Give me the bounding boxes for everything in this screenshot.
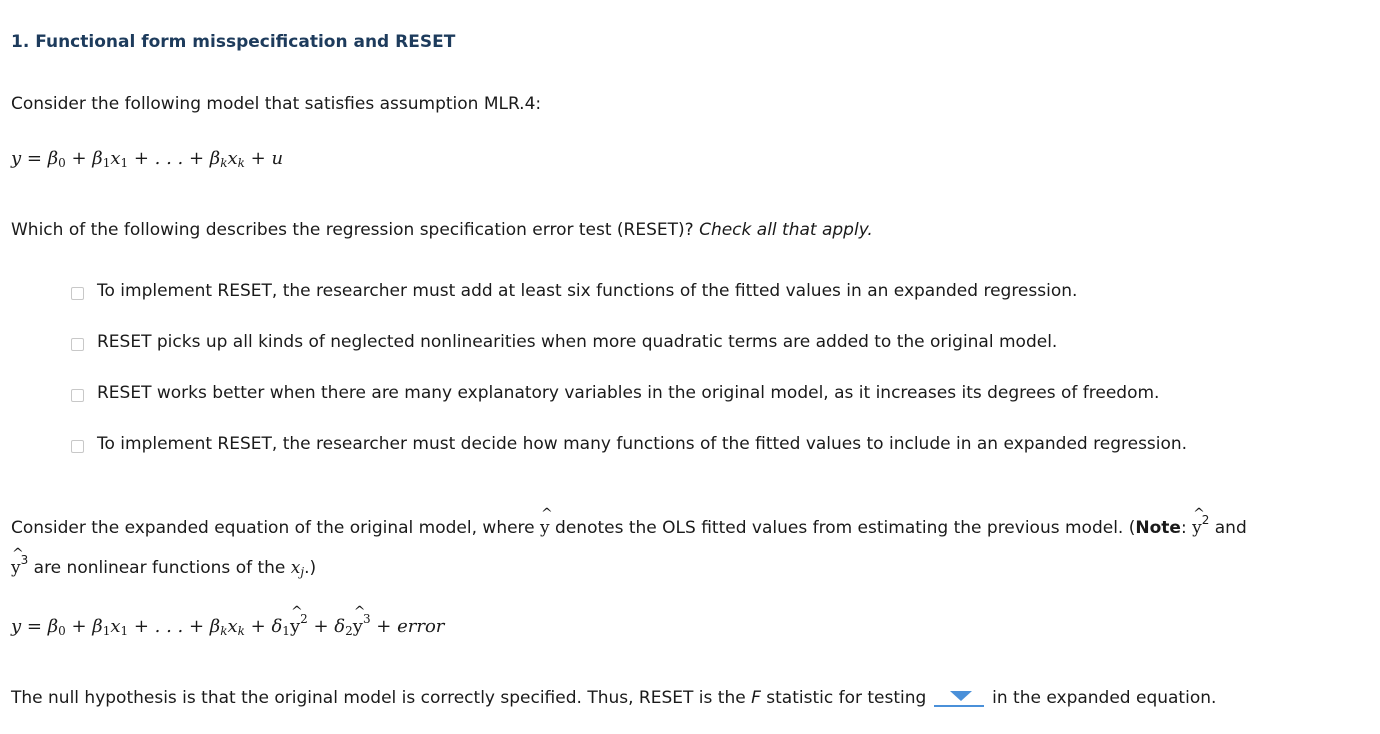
note-label: Note bbox=[1135, 518, 1181, 538]
expanded-intro-line2: ^ $y^3$ are nonlinear functions of the $x_j$.) bbox=[11, 546, 317, 579]
expanded-intro-line1: Consider the expanded equation of the original model, where ^ y denotes the OLS fitted values from estimating the previous model. (Note: ^ $y^2$ and bbox=[11, 506, 1247, 538]
option-1[interactable] bbox=[71, 281, 1077, 301]
original-model-equation: $y = \beta_0 + \beta_1x_1$ + . . . + $\beta_kx_k + u$ bbox=[11, 148, 284, 170]
chevron-down-icon[interactable] bbox=[950, 691, 972, 701]
option-4[interactable] bbox=[71, 434, 1187, 454]
option-2-checkbox[interactable] bbox=[71, 338, 84, 351]
y-hat-symbol: ^ y bbox=[540, 506, 553, 538]
option-3[interactable] bbox=[71, 383, 1159, 403]
option-1-checkbox[interactable] bbox=[71, 287, 84, 300]
f-statistic-label: F bbox=[751, 688, 761, 708]
option-2[interactable] bbox=[71, 332, 1057, 352]
expanded-model-equation: $y = \beta_0 + \beta_1x_1$ + . . . + $\beta_kx_k + \delta_1$ ^ $y^2 + \delta_2$ ^ $y^3$ + error bbox=[11, 604, 445, 638]
option-4-checkbox[interactable] bbox=[71, 440, 84, 453]
question-hint: Check all that apply. bbox=[699, 220, 873, 240]
hypothesis-dropdown[interactable] bbox=[934, 689, 984, 707]
option-3-checkbox[interactable] bbox=[71, 389, 84, 402]
error-term: error bbox=[397, 616, 445, 637]
option-3-label[interactable]: RESET works better when there are many explanatory variables in the original model, as it increases its degrees of freedom. bbox=[97, 383, 1160, 403]
y-hat-cubed: ^ y bbox=[11, 546, 24, 578]
option-2-label[interactable]: RESET picks up all kinds of neglected nonlinearities when more quadratic terms are added to the original model. bbox=[97, 332, 1058, 352]
null-hypothesis-text: The null hypothesis is that the original model is correctly specified. Thus, RESET is the F statistic for testing in the expanded equation. bbox=[11, 688, 1217, 708]
option-1-label[interactable]: To implement RESET, the researcher must add at least six functions of the fitted values in an expanded regression. bbox=[97, 281, 1078, 301]
question-text bbox=[11, 220, 873, 240]
question-prompt: Which of the following describes the regression specification error test (RESET)? bbox=[11, 220, 700, 240]
page-title: 1. Functional form misspecification and RESET bbox=[11, 32, 456, 52]
intro-text: Consider the following model that satisfies assumption MLR.4: bbox=[11, 94, 542, 114]
option-4-label[interactable]: To implement RESET, the researcher must decide how many functions of the fitted values to include in an expanded regression. bbox=[97, 434, 1188, 454]
y-hat-squared: ^ y bbox=[1192, 506, 1205, 538]
